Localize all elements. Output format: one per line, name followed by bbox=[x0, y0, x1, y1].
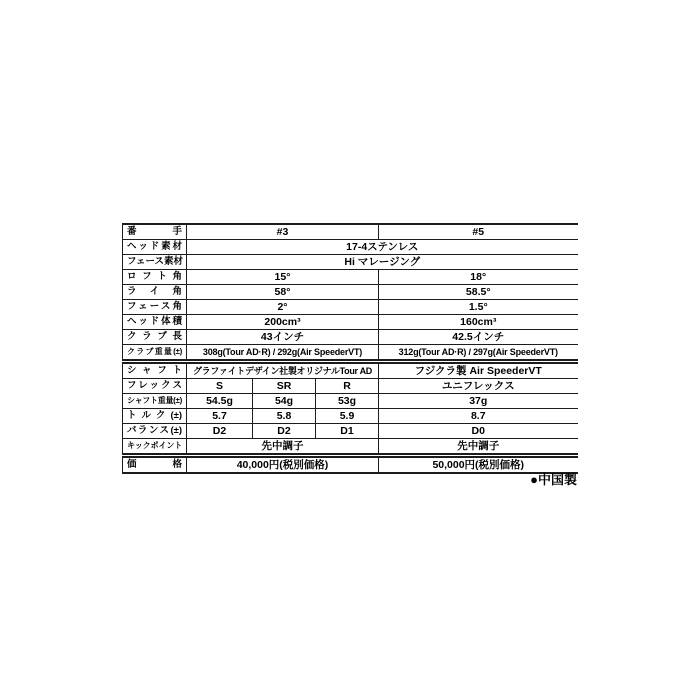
spec-value-shared: 17-4ステンレス bbox=[187, 240, 578, 255]
spec-value-club5: 37g bbox=[379, 394, 578, 409]
spec-value-club5: 160cm³ bbox=[379, 315, 578, 330]
spec-table bbox=[122, 223, 578, 474]
spec-value-flex-r: D1 bbox=[316, 424, 379, 439]
spec-label: シャフト bbox=[123, 362, 187, 379]
spec-label: トルク(±) bbox=[123, 409, 187, 424]
spec-label: バランス(±) bbox=[123, 424, 187, 439]
spec-value-flex-sr: 5.8 bbox=[253, 409, 316, 424]
table-row-head-material bbox=[123, 240, 578, 255]
spec-value-club5: #5 bbox=[379, 224, 578, 240]
spec-label: キックポイント bbox=[123, 439, 187, 456]
spec-label: クラブ長 bbox=[123, 330, 187, 345]
spec-label: シャフト重量(±) bbox=[123, 394, 187, 409]
table-row-face-angle bbox=[123, 300, 578, 315]
table-row-shaft bbox=[123, 362, 578, 379]
spec-value-club5: 1.5° bbox=[379, 300, 578, 315]
spec-value-flex-s: 5.7 bbox=[187, 409, 253, 424]
table-row-club-length bbox=[123, 330, 578, 345]
spec-value-club3: 43インチ bbox=[187, 330, 379, 345]
spec-value-club5: 先中調子 bbox=[379, 439, 578, 456]
spec-value-flex-sr: 54g bbox=[253, 394, 316, 409]
table-row-torque bbox=[123, 409, 578, 424]
spec-label: ヘッド素材 bbox=[123, 240, 187, 255]
spec-value-flex-sr: D2 bbox=[253, 424, 316, 439]
spec-label: ヘッド体積 bbox=[123, 315, 187, 330]
spec-label: ロフト角 bbox=[123, 270, 187, 285]
spec-value-flex-r: 53g bbox=[316, 394, 379, 409]
spec-value-club5: フジクラ製 Air SpeederVT bbox=[379, 362, 578, 379]
spec-label: フレックス bbox=[123, 379, 187, 394]
spec-value-club5: 312g(Tour AD·R) / 297g(Air SpeederVT) bbox=[379, 345, 578, 362]
spec-label: ライ角 bbox=[123, 285, 187, 300]
spec-value-shared: Hi マレージング bbox=[187, 255, 578, 270]
spec-label: 番手 bbox=[123, 224, 187, 240]
spec-value-club3: 58° bbox=[187, 285, 379, 300]
spec-value-club3: 2° bbox=[187, 300, 379, 315]
spec-value-club5: D0 bbox=[379, 424, 578, 439]
spec-value-club5: 42.5インチ bbox=[379, 330, 578, 345]
spec-value-flex-r: R bbox=[316, 379, 379, 394]
spec-value-club3: 200cm³ bbox=[187, 315, 379, 330]
spec-value-club5: 58.5° bbox=[379, 285, 578, 300]
spec-value-club3: グラファイトデザイン社製オリジナルTour AD bbox=[187, 362, 379, 379]
spec-label: 価格 bbox=[123, 456, 187, 474]
table-row-kickpoint bbox=[123, 439, 578, 456]
spec-value-club3: 40,000円(税別価格) bbox=[187, 456, 379, 474]
table-row-head-volume bbox=[123, 315, 578, 330]
spec-value-flex-sr: SR bbox=[253, 379, 316, 394]
spec-label: フェース素材 bbox=[123, 255, 187, 270]
table-row-flex bbox=[123, 379, 578, 394]
spec-label: フェース角 bbox=[123, 300, 187, 315]
table-row-lie bbox=[123, 285, 578, 300]
spec-value-flex-s: 54.5g bbox=[187, 394, 253, 409]
spec-value-club5: 18° bbox=[379, 270, 578, 285]
spec-value-club5: ユニフレックス bbox=[379, 379, 578, 394]
spec-value-club5: 8.7 bbox=[379, 409, 578, 424]
table-row-club-number bbox=[123, 224, 578, 240]
spec-value-club3: 先中調子 bbox=[187, 439, 379, 456]
spec-value-club3: #3 bbox=[187, 224, 379, 240]
table-row-loft bbox=[123, 270, 578, 285]
spec-label: クラブ重量(±) bbox=[123, 345, 187, 362]
table-row-balance bbox=[123, 424, 578, 439]
spec-value-flex-s: S bbox=[187, 379, 253, 394]
spec-value-club3: 15° bbox=[187, 270, 379, 285]
table-row-shaft-weight bbox=[123, 394, 578, 409]
table-row-club-weight bbox=[123, 345, 578, 362]
spec-value-flex-r: 5.9 bbox=[316, 409, 379, 424]
table-row-face-material bbox=[123, 255, 578, 270]
spec-value-club3: 308g(Tour AD·R) / 292g(Air SpeederVT) bbox=[187, 345, 379, 362]
country-of-origin-label: ●中国製 bbox=[530, 472, 577, 487]
spec-value-flex-s: D2 bbox=[187, 424, 253, 439]
spec-value-club5: 50,000円(税別価格) bbox=[379, 456, 578, 474]
